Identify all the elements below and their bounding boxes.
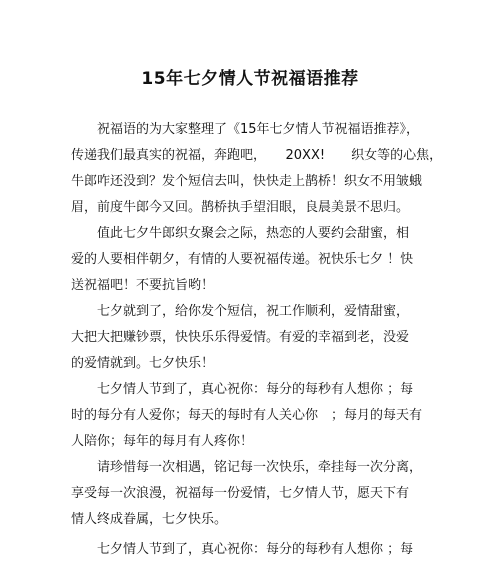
paragraph-line: 传递我们最真实的祝福，奔跑吧， 20XX! 织女等的心焦，: [71, 148, 443, 163]
paragraph-line: 爱的人要相伴朝夕，有情的人要祝福传递。祝快乐七夕: [71, 252, 384, 267]
paragraph-line: 时的每分有人爱你；每天的每时有人关心你 ；每月的每天有: [71, 408, 423, 423]
paragraph-line-tail: ；每: [387, 382, 414, 397]
paragraph-line: 七夕就到了，给你发个短信，祝工作顺利，爱情甜蜜，: [71, 304, 410, 319]
paragraph-line: 值此七夕牛郎织女聚会之际，热恋的人要约会甜蜜，相: [71, 226, 410, 241]
paragraph-line: 牛郎咋还没到？发个短信去叫，快快走上鹊桥！织女不用皱蛾: [71, 174, 423, 189]
paragraph-line: 人陪你；每年的每月有人疼你！: [71, 434, 254, 449]
paragraph-line: 祝福语的为大家整理了《15年七夕情人节祝福语推荐》，: [71, 122, 420, 137]
paragraph-line-tail: ！快: [387, 252, 414, 267]
paragraph-line-tail: ；每: [387, 542, 414, 557]
paragraph-line-wrap: [71, 380, 431, 400]
paragraph-line: 享受每一次浪漫，祝福每一份爱情，七夕情人节，愿天下有: [71, 486, 410, 501]
paragraph-line-wrap: [71, 250, 431, 270]
paragraph-line: 请珍惜每一次相遇，铭记每一次快乐，牵挂每一次分离，: [71, 460, 423, 475]
paragraph-line: 七夕情人节到了，真心祝你：每分的每秒有人想你: [71, 382, 384, 397]
paragraph-line: 送祝福吧！不要抗旨哟！: [71, 278, 215, 293]
paragraph-line: 七夕情人节到了，真心祝你：每分的每秒有人想你: [71, 542, 384, 557]
paragraph-line: 的爱情就到。七夕快乐！: [71, 356, 215, 371]
document-title: 15年七夕情人节祝福语推荐: [141, 69, 359, 89]
paragraph-line: 大把大把赚钞票，快快乐乐得爱情。有爱的幸福到老，没爱: [71, 330, 410, 345]
paragraph-line: 情人终成眷属，七夕快乐。: [71, 512, 228, 527]
paragraph-line-wrap: [71, 540, 431, 560]
paragraph-line: 眉，前度牛郎今又回。鹊桥执手望泪眼，良晨美景不思归。: [71, 200, 410, 215]
